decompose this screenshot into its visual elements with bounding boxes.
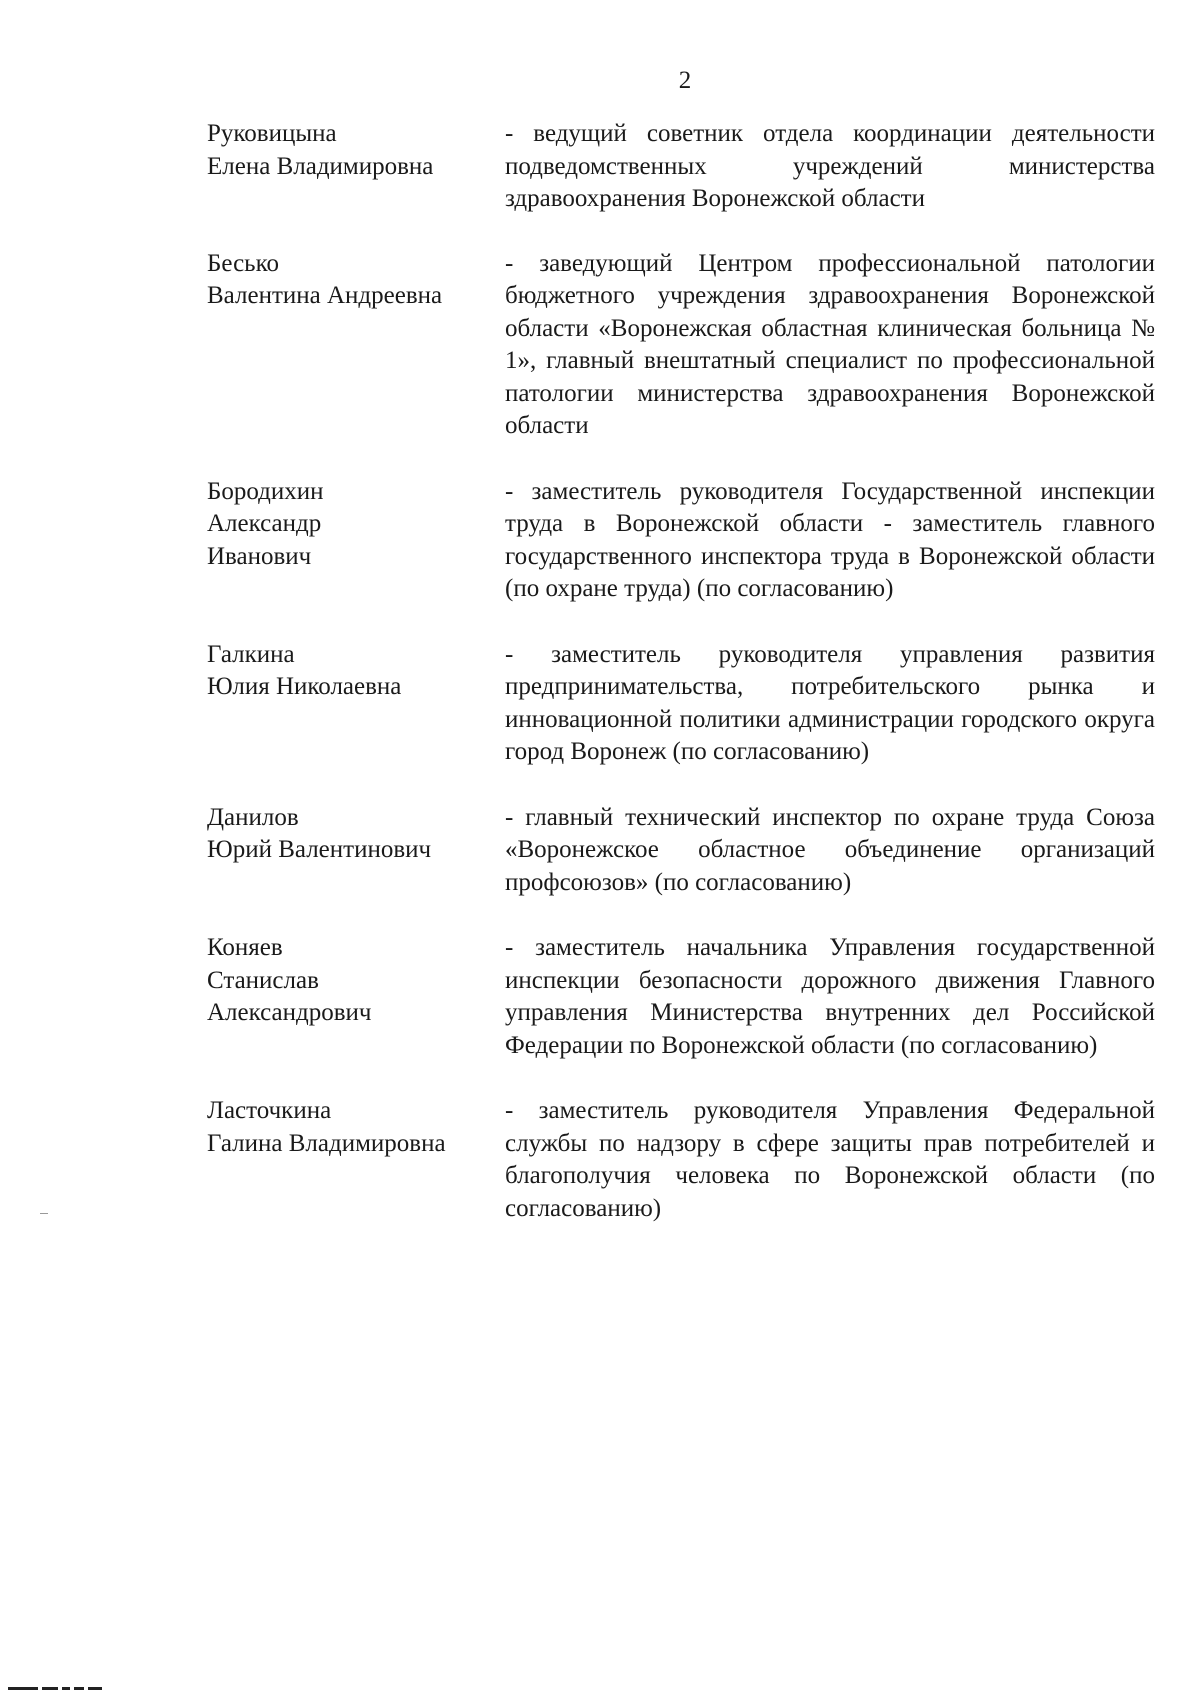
member-entry [207, 639, 1155, 769]
member-name-line: Елена Владимировна [207, 152, 434, 180]
member-name-line: Бесько [207, 249, 279, 277]
member-name [207, 476, 505, 574]
member-name [207, 802, 505, 867]
member-entry [207, 118, 1155, 216]
member-entry [207, 802, 1155, 900]
member-name-line: Александр [207, 510, 322, 537]
member-name [207, 1095, 505, 1160]
member-name-line: Станислав [207, 966, 319, 994]
member-name-line: Ласточкина [207, 1097, 332, 1124]
member-role: - заместитель руководителя Управления Федеральной службы по надзору в сфере защиты прав потребителей и благополучия человека по Воронежской области (по согласованию) [505, 1097, 1155, 1222]
member-name [207, 118, 505, 183]
member-name-line: Валентина Андреевна [207, 282, 443, 309]
member-role: - главный технический инспектор по охране труда Союза «Воронежское областное объединение организаций профсоюзов» (по согласованию) [505, 803, 1155, 896]
member-name-line: Иванович [207, 542, 312, 570]
member-role: - заместитель руководителя управления развития предпринимательства, потребительского рынка и инновационной политики администрации городского округа город Воронеж (по согласованию) [505, 640, 1155, 765]
member-role: - ведущий советник отдела координации деятельности подведомственных учреждений министерства здравоохранения Воронежской области [505, 120, 1155, 212]
member-name [207, 248, 505, 313]
member-name-line: Галкина [207, 640, 295, 668]
member-entry [207, 1095, 1155, 1225]
member-name-line: Бородихин [207, 477, 324, 505]
scan-artifact-mark [0, 1684, 110, 1690]
member-name-line: Данилов [207, 803, 299, 831]
member-entry [207, 248, 1155, 443]
member-name-line: Александрович [207, 999, 372, 1026]
member-entry [207, 932, 1155, 1062]
page-number: 2 [678, 67, 692, 94]
member-name-line: Юлия Николаевна [207, 673, 402, 700]
member-entry [207, 476, 1155, 606]
member-name [207, 932, 505, 1030]
member-role: - заведующий Центром профессиональной патологии бюджетного учреждения здравоохранения Воронежской области «Воронежская областная клиническая больница № 1», главный внештатный специалист по профессиональной патологии министерства здравоохранения Воронежской области [505, 249, 1155, 439]
member-role: - заместитель руководителя Государственной инспекции труда в Воронежской области - заместитель главного государственного инспектора труда в Воронежской области (по охране труда) (по согласованию) [505, 477, 1155, 602]
member-name [207, 639, 505, 704]
member-role: - заместитель начальника Управления государственной инспекции безопасности дорожного движения Главного управления Министерства внутренних дел Российской Федерации по Воронежской области (по согласованию) [505, 934, 1155, 1059]
member-name-line: Юрий Валентинович [207, 836, 432, 863]
member-name-line: Галина Владимировна [207, 1129, 446, 1157]
scan-artifact-tick [40, 1213, 48, 1214]
member-name-line: Коняев [207, 934, 283, 961]
member-name-line: Руковицына [207, 120, 337, 147]
member-list [207, 118, 1155, 1225]
